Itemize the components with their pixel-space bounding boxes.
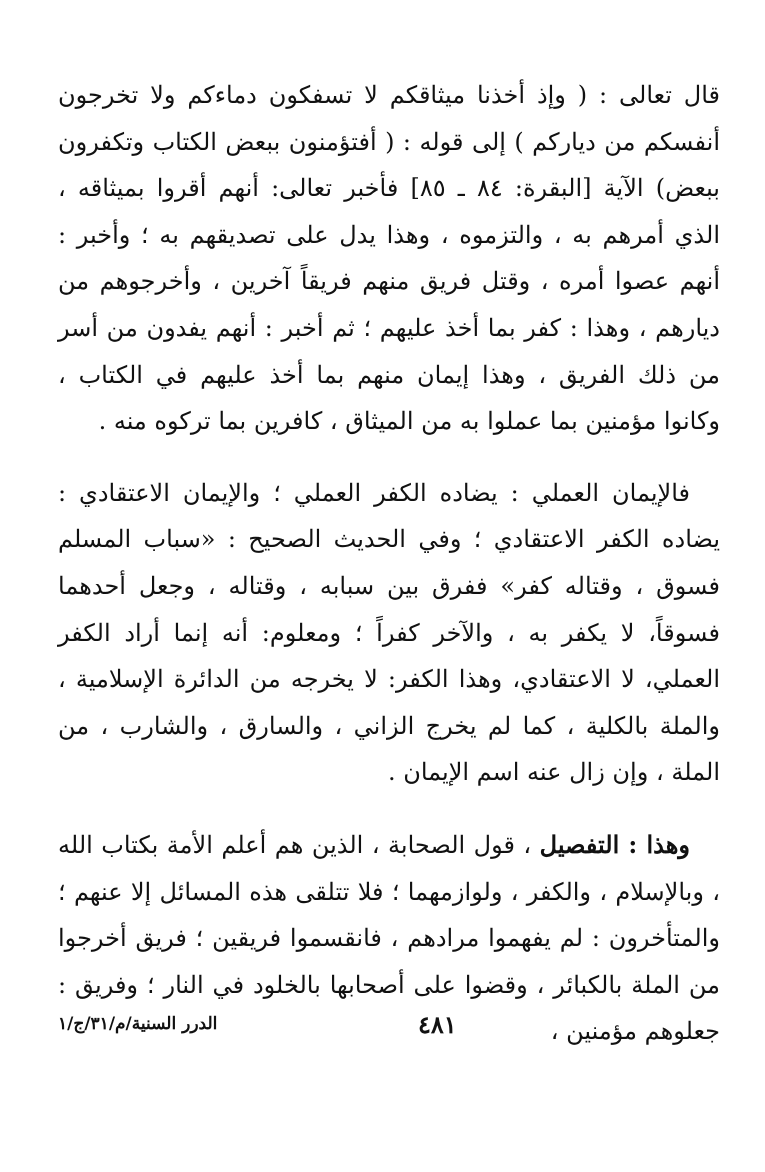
paragraph-3-text: ، قول الصحابة ، الذين هم أعلم الأمة بكتاب الله ، وبالإسلام ، والكفر ، ولوازمهما ؛ فلا تتلقى هذه المسائل إلا عنهم ؛ والمتأخرون : لم يفهموا مرادهم ، فانقسموا فريقين ؛ فريق أخرجوا من الملة بالكبائر ، وقضوا على أصحابها بالخلود في النار ؛ وفريق : جعلوهم مؤمنين ، <box>58 830 720 1046</box>
paragraph-1-text: قال تعالى : ( وإذ أخذنا ميثاقكم لا تسفكون دماءكم ولا تخرجون أنفسكم من دياركم ) إلى قوله : ( أفتؤمنون ببعض الكتاب وتكفرون ببعض) الآية [البقرة: ٨٤ ـ ٨٥] فأخبر تعالى: أنهم أقروا بميثاقه ، الذي أمرهم به ، والتزموه ، وهذا يدل على تصديقهم به ؛ وأخبر : أنهم عصوا أمره ، وقتل فريق منهم فريقاً آخرين ، وأخرجوهم من ديارهم ، وهذا : كفر بما أخذ عليهم ؛ ثم أخبر : أنهم يفدون من أسر من ذلك الفريق ، وهذا إيمان منهم بما أخذ عليهم في الكتاب ، وكانوا مؤمنين بما عملوا به من الميثاق ، كافرين بما تركوه منه . <box>58 81 720 436</box>
page-body <box>58 72 720 1055</box>
page-number: ٤٨١ <box>418 1010 457 1039</box>
page-footer <box>58 1010 720 1050</box>
source-reference: الدرر السنية/م/٣١/ج/١ <box>58 1014 218 1034</box>
paragraph-2 <box>58 470 720 796</box>
paragraph-1 <box>58 72 720 445</box>
paragraph-3-bold-prefix: وهذا : التفصيل <box>539 829 690 859</box>
paragraph-2-text: فالإيمان العملي : يضاده الكفر العملي ؛ والإيمان الاعتقادي : يضاده الكفر الاعتقادي ؛ وفي الحديث الصحيح : «سباب المسلم فسوق ، وقتاله كفر» ففرق بين سبابه ، وقتاله ، وجعل أحدهما فسوقاً، لا يكفر به ، والآخر كفراً ؛ ومعلوم: أنه إنما أراد الكفر العملي، لا الاعتقادي، وهذا الكفر: لا يخرجه من الدائرة الإسلامية ، والملة بالكلية ، كما لم يخرج الزاني ، والسارق ، والشارب ، من الملة ، وإن زال عنه اسم الإيمان . <box>58 478 720 787</box>
